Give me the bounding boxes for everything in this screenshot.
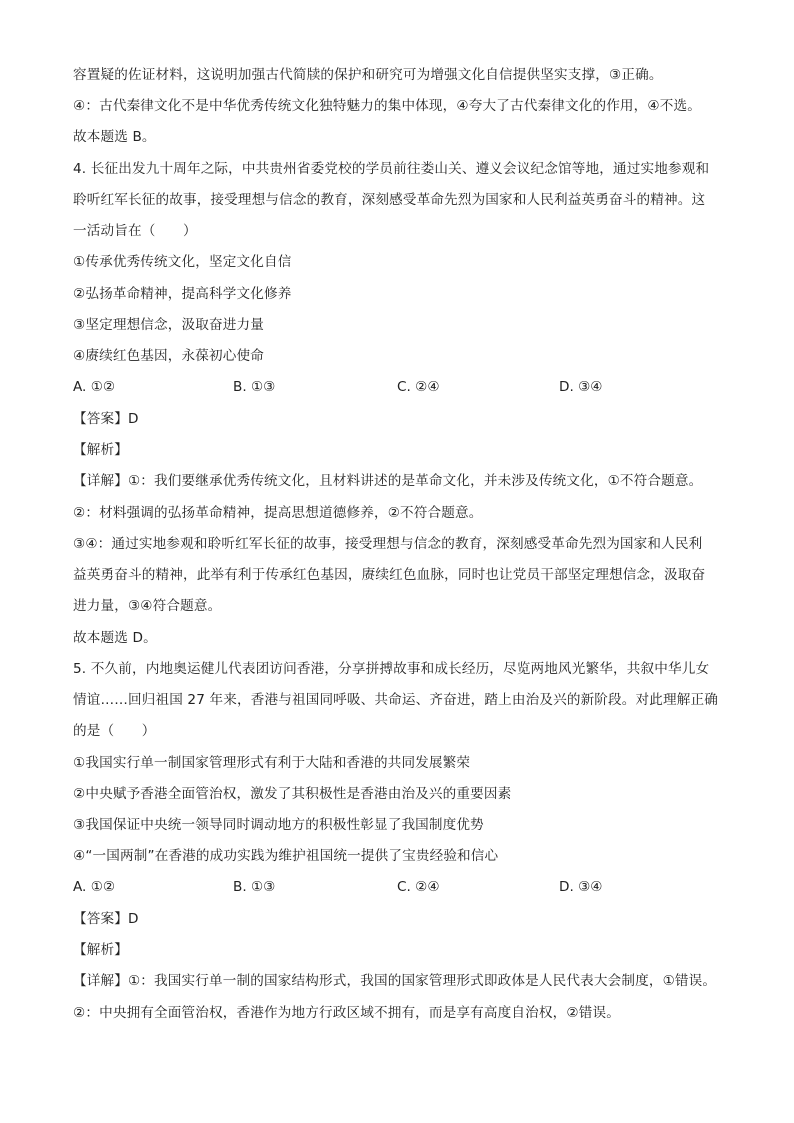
option-d: D. ③④ [559,879,603,895]
question-5-stem: 5. 不久前，内地奥运健儿代表团访问香港，分享拼搏故事和成长经历，尽览两地风光繁华，共叙中华儿女 [73,661,710,677]
question-4-statement: ②弘扬革命精神，提高科学文化修养 [73,286,292,302]
detail-line: 进力量，③④符合题意。 [73,598,222,614]
question-5-statement: ②中央赋予香港全面管治权，激发了其积极性是香港由治及兴的重要因素 [73,786,512,802]
detail-line: 【详解】①：我们要继承优秀传统文化，且材料讲述的是革命文化，并未涉及传统文化，①不符合题意。 [73,473,703,489]
option-a: A. ①② [73,879,116,895]
question-5-statement: ③我国保证中央统一领导同时调动地方的积极性彰显了我国制度优势 [73,817,484,833]
question-4-statement: ③坚定理想信念，汲取奋进力量 [73,317,265,333]
analysis-label: 【解析】 [73,942,128,958]
question-4-stem: 一活动旨在（ ） [73,223,197,239]
question-4-stem: 聆听红军长征的故事，接受理想与信念的教育，深刻感受革命先烈为国家和人民利益英勇奋斗的精神。这 [73,192,706,208]
question-5-statement: ①我国实行单一制国家管理形式有利于大陆和香港的共同发展繁荣 [73,755,471,771]
option-c: C. ②④ [397,379,440,395]
paragraph-line: 故本题选 B。 [73,129,156,145]
answer-label: 【答案】D [73,411,139,427]
conclusion-line: 故本题选 D。 [73,630,157,646]
option-b: B. ①③ [233,379,276,395]
question-4-statement: ①传承优秀传统文化，坚定文化自信 [73,254,292,270]
detail-line: ③④：通过实地参观和聆听红军长征的故事，接受理想与信念的教育，深刻感受革命先烈为国家和人民利 [73,536,703,552]
option-b: B. ①③ [233,879,276,895]
question-5-stem: 情谊……回归祖国 27 年来，香港与祖国同呼吸、共命运、齐奋进，踏上由治及兴的新阶段。对此理解正确 [73,692,719,708]
paragraph-line: ④：古代秦律文化不是中华优秀传统文化独特魅力的集中体现，④夸大了古代秦律文化的作用，④不选。 [73,98,701,114]
question-5-stem: 的是（ ） [73,723,156,739]
detail-line: ②：中央拥有全面管治权，香港作为地方行政区域不拥有，而是享有高度自治权，②错误。 [73,1005,620,1021]
option-d: D. ③④ [559,379,603,395]
detail-line: ②：材料强调的弘扬革命精神，提高思想道德修养，②不符合题意。 [73,505,483,521]
question-5-statement: ④“一国两制”在香港的成功实践为维护祖国统一提供了宝贵经验和信心 [73,848,499,864]
question-4-statement: ④赓续红色基因，永葆初心使命 [73,348,265,364]
paragraph-line: 容置疑的佐证材料，这说明加强古代简牍的保护和研究可为增强文化自信提供坚实支撑，③正确。 [73,67,663,83]
question-4-stem: 4. 长征出发九十周年之际，中共贵州省委党校的学员前往娄山关、遵义会议纪念馆等地，通过实地参观和 [73,161,710,177]
detail-line: 益英勇奋斗的精神，此举有利于传承红色基因，赓续红色血脉，同时也让党员干部坚定理想信念，汲取奋 [73,567,706,583]
detail-line: 【详解】①：我国实行单一制的国家结构形式，我国的国家管理形式即政体是人民代表大会制度，①错误。 [73,973,717,989]
analysis-label: 【解析】 [73,442,128,458]
option-c: C. ②④ [397,879,440,895]
option-a: A. ①② [73,379,116,395]
answer-label: 【答案】D [73,911,139,927]
